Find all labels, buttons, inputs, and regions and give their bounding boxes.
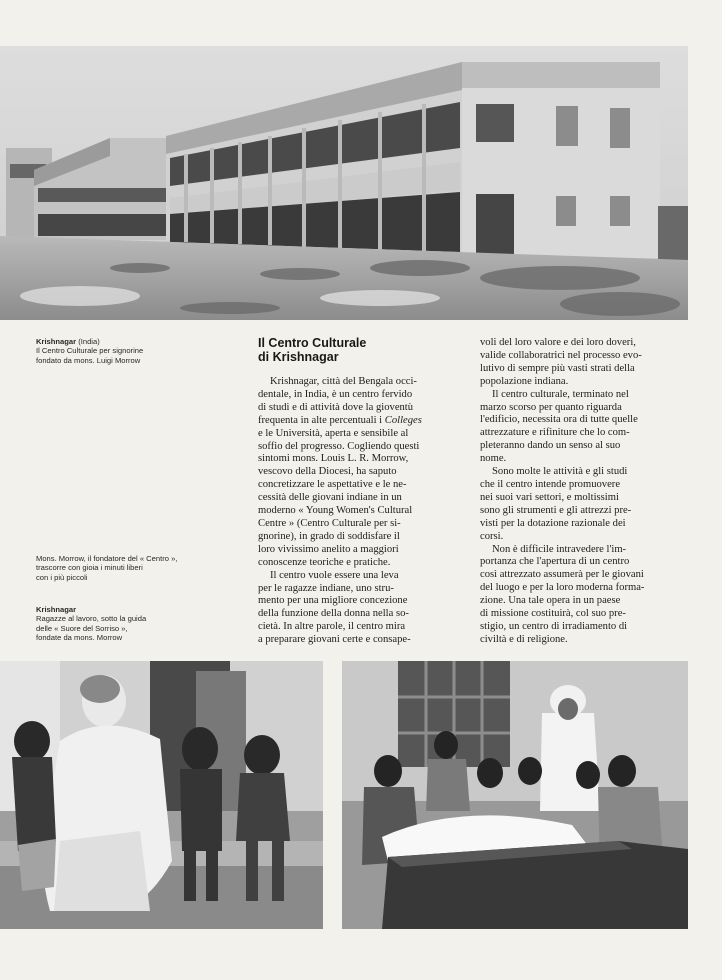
caption-line: Il Centro Culturale per signorine bbox=[36, 346, 144, 356]
text-line: valide collaboratrici nel processo evo- bbox=[480, 349, 642, 361]
caption-line: Mons. Morrow, il fondatore del « Centro », bbox=[36, 554, 178, 563]
text-line: l'edificio, necessita ora di tutte quelle bbox=[480, 414, 638, 426]
text-line: pleteranno dando un senso al suo bbox=[480, 440, 621, 452]
text-line: soffio del progresso. Cogliendo questi bbox=[258, 440, 420, 452]
text-line: a preparare giovani certe e consape- bbox=[258, 634, 411, 646]
caption-line: Ragazze al lavoro, sotto la guida bbox=[36, 614, 147, 624]
caption-line: fondate da mons. Morrow bbox=[36, 633, 123, 643]
text-line: lutivo di sempre più vasti strati della bbox=[480, 362, 635, 374]
caption-building bbox=[36, 337, 236, 365]
text-line: visti per la dotazione razionale dei bbox=[480, 517, 626, 529]
text-line: corsi. bbox=[480, 530, 504, 542]
article-title bbox=[258, 336, 458, 364]
text-line: nei suoi vari settori, e moltissimi bbox=[480, 491, 619, 503]
text-line: Centre » (Centro Culturale per si- bbox=[258, 517, 401, 529]
caption-line: trascorre con gioia i minuti liberi bbox=[36, 563, 143, 573]
text-line: attrezzature e rifiniture che lo com- bbox=[480, 427, 630, 439]
text-line: voli del loro valore e dei loro doveri, bbox=[480, 337, 636, 348]
text-line: del luogo e per la loro moderna forma- bbox=[480, 582, 645, 594]
caption-line: delle « Suore del Sorriso », bbox=[36, 623, 128, 633]
building-photo bbox=[0, 46, 688, 320]
text-line: di studi e di attività dove la gioventù bbox=[258, 401, 414, 413]
text-line: così attrezzato assumerà per le giovani bbox=[480, 569, 644, 581]
article-column-2 bbox=[480, 337, 690, 647]
text-line: nome. bbox=[480, 453, 507, 465]
caption-line: con i più piccoli bbox=[36, 572, 88, 582]
title-line: di Krishnagar bbox=[258, 350, 339, 364]
text-line: Il centro culturale, terminato nel bbox=[492, 388, 629, 400]
text-line: gnorine), in grado di soddisfare il bbox=[258, 530, 400, 542]
text-line: dentale, in India, è un centro fervido bbox=[258, 388, 413, 400]
text-line: popolazione indiana. bbox=[480, 375, 569, 387]
text-line: cessità delle giovani indiane in un bbox=[258, 492, 402, 504]
text-line: sintomi mons. Louis L. R. Morrow, bbox=[258, 453, 409, 465]
text-line: per le ragazze indiane, uno stru- bbox=[258, 582, 394, 594]
caption-place: Krishnagar bbox=[36, 605, 77, 614]
text-line: di missione costituirà, col suo pre- bbox=[480, 608, 626, 620]
text-line: e le Università, aperta e sensibile al bbox=[258, 427, 409, 439]
text-line: che il centro intende promuovere bbox=[480, 478, 621, 490]
text-line: conoscenze teoriche e pratiche. bbox=[258, 556, 391, 568]
text-line: vescovo della Diocesi, ha saputo bbox=[258, 466, 397, 478]
text-line: Krishnagar, città del Bengala occi- bbox=[270, 376, 417, 387]
caption-girls bbox=[36, 605, 236, 643]
text-line bbox=[258, 415, 466, 428]
caption-place: Krishnagar bbox=[36, 337, 77, 346]
text-line: zione. Una tale opera in un paese bbox=[480, 595, 621, 607]
text-line: stigio, un centro di irradiamento di bbox=[480, 620, 628, 632]
text-line: Non è difficile intravedere l'im- bbox=[492, 543, 627, 555]
text-line-part: frequenta in alte percentuali i bbox=[258, 414, 383, 426]
text-line: cietà. In altre parole, il centro mira bbox=[258, 621, 406, 633]
text-line: Sono molte le attività e gli studi bbox=[492, 466, 628, 478]
colleges-italic: Colleges bbox=[384, 414, 422, 426]
text-line: sono gli strumenti e gli attrezzi pre- bbox=[480, 504, 632, 516]
text-line: loro vivissimo anelito a maggiori bbox=[258, 543, 399, 555]
caption-country: (India) bbox=[78, 337, 100, 346]
title-line: Il Centro Culturale bbox=[258, 336, 367, 350]
text-line: civiltà e di religione. bbox=[480, 633, 568, 645]
text-line: marzo scorso per quanto riguarda bbox=[480, 401, 622, 413]
caption-line: fondato da mons. Luigi Morrow bbox=[36, 355, 141, 365]
text-line: mento per una migliore concezione bbox=[258, 595, 408, 607]
text-line: moderno « Young Women's Cultural bbox=[258, 505, 413, 517]
text-line: della funzione della donna nella so- bbox=[258, 608, 409, 620]
article-column-1 bbox=[258, 376, 466, 647]
text-line: portanza che l'apertura di un centro bbox=[480, 556, 630, 568]
text-line: concretizzare le aspettative e le ne- bbox=[258, 479, 407, 491]
morrow-children-photo bbox=[0, 661, 323, 929]
girls-sewing-photo bbox=[342, 661, 688, 929]
caption-morrow bbox=[36, 554, 236, 582]
text-line: Il centro vuole essere una leva bbox=[270, 569, 399, 581]
